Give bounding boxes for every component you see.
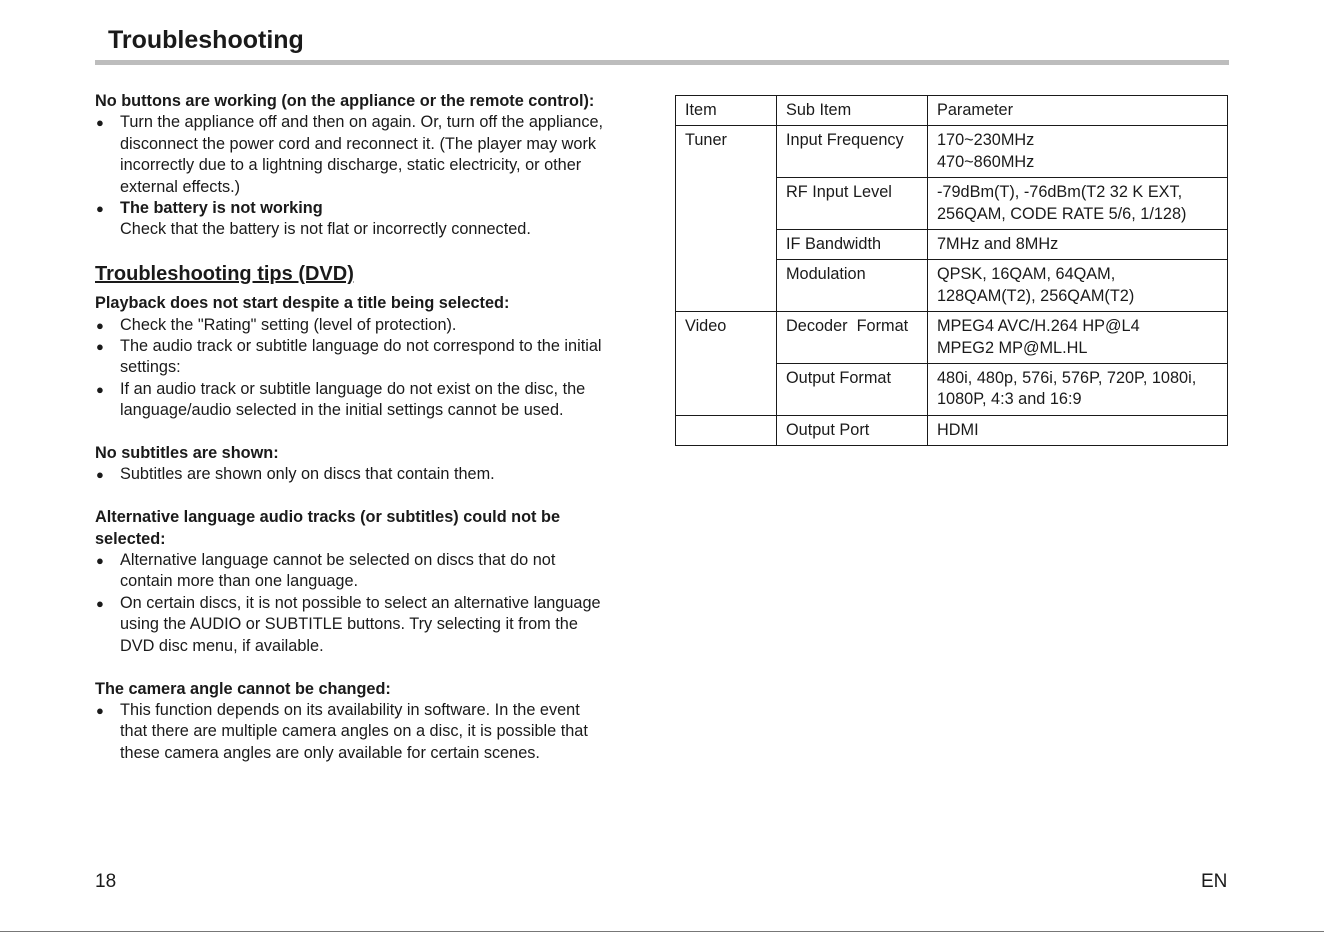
parameter-line: 1080P, 4:3 and 16:9 xyxy=(937,390,1082,409)
text-line: contain more than one language. xyxy=(120,572,359,591)
parameter-cell xyxy=(928,415,1228,445)
no-buttons-heading: No buttons are working (on the appliance or the remote control): xyxy=(95,92,595,110)
parameter-line: MPEG2 MP@ML.HL xyxy=(937,338,1088,357)
table-row xyxy=(676,126,1228,178)
text-line: If an audio track or subtitle language do not exist on the disc, the xyxy=(120,379,586,398)
troubleshooting-text-column xyxy=(95,91,655,786)
page-title: Troubleshooting xyxy=(108,26,304,54)
parameter-cell xyxy=(928,312,1228,364)
parameter-cell xyxy=(928,230,1228,260)
title-rule xyxy=(95,60,1229,65)
alt-language-section xyxy=(95,507,655,657)
item-cell: Video xyxy=(676,312,777,416)
heading-line: Alternative language audio tracks (or subtitles) could not be xyxy=(95,508,560,527)
text-line: Alternative language cannot be selected on discs that do not xyxy=(120,551,556,570)
text-line: incorrectly due to a lightning discharge, static electricity, or other xyxy=(120,156,582,175)
parameter-cell xyxy=(928,364,1228,416)
header-item: Item xyxy=(676,96,777,126)
table-header-row xyxy=(676,96,1228,126)
list-item xyxy=(95,700,655,764)
bullet-icon: ● xyxy=(96,201,104,217)
heading-line: selected: xyxy=(95,529,166,548)
no-buttons-list xyxy=(95,112,655,240)
list-item xyxy=(95,593,655,657)
parameter-line: 128QAM(T2), 256QAM(T2) xyxy=(937,286,1135,305)
text-line: Subtitles are shown only on discs that contain them. xyxy=(120,465,495,484)
camera-section xyxy=(95,679,655,765)
parameter-line: MPEG4 AVC/H.264 HP@L4 xyxy=(937,317,1140,336)
camera-heading: The camera angle cannot be changed: xyxy=(95,679,391,698)
parameter-line: 480i, 480p, 576i, 576P, 720P, 1080i, xyxy=(937,369,1197,388)
subtitles-heading: No subtitles are shown: xyxy=(95,444,279,463)
bullet-icon: ● xyxy=(96,702,104,718)
parameter-line: HDMI xyxy=(937,420,979,439)
list-item xyxy=(95,198,655,241)
page-number: 18 xyxy=(95,871,117,892)
header-sub-item: Sub Item xyxy=(777,96,928,126)
bullet-icon: ● xyxy=(96,595,104,611)
text-line: external effects.) xyxy=(120,177,241,196)
list-item xyxy=(95,336,655,379)
header-parameter: Parameter xyxy=(928,96,1228,126)
bullet-icon: ● xyxy=(96,339,104,355)
camera-list xyxy=(95,700,655,764)
bullet-text xyxy=(120,112,655,198)
item-cell: Tuner xyxy=(676,126,777,312)
text-line: Turn the appliance off and then on again. Or, turn off the appliance, xyxy=(120,113,604,132)
bullet-icon: ● xyxy=(96,553,104,569)
playback-heading: Playback does not start despite a title being selected: xyxy=(95,294,510,313)
sub-item-cell: RF Input Level xyxy=(777,178,928,230)
table-row xyxy=(676,312,1228,364)
sub-item-cell: Output Port xyxy=(777,415,928,445)
sub-item-cell: Input Frequency xyxy=(777,126,928,178)
text-line: This function depends on its availability in software. In the event xyxy=(120,700,580,719)
bullet-icon: ● xyxy=(96,381,104,397)
sub-item-cell: Output Format xyxy=(777,364,928,416)
list-item xyxy=(95,112,655,198)
sub-item-cell: Decoder Format xyxy=(777,312,928,364)
bullet-icon: ● xyxy=(96,115,104,131)
spec-table xyxy=(675,95,1228,446)
text-line: On certain discs, it is not possible to select an alternative language xyxy=(120,593,601,612)
parameter-line: 256QAM, CODE RATE 5/6, 1/128) xyxy=(937,204,1187,223)
alt-language-list xyxy=(95,550,655,657)
text-line: DVD disc menu, if available. xyxy=(120,636,324,655)
parameter-cell xyxy=(928,126,1228,178)
text-line: disconnect the power cord and reconnect it. (The player may work xyxy=(120,134,597,153)
parameter-cell xyxy=(928,260,1228,312)
tips-title: Troubleshooting tips (DVD) xyxy=(95,263,354,286)
subtitles-section xyxy=(95,443,655,486)
parameter-line: QPSK, 16QAM, 64QAM, xyxy=(937,265,1116,284)
text-line: these camera angles are only available for certain scenes. xyxy=(120,743,540,762)
table-row xyxy=(676,415,1228,445)
parameter-line: -79dBm(T), -76dBm(T2 32 K EXT, xyxy=(937,183,1183,202)
spec-table-container xyxy=(675,95,1228,446)
item-cell xyxy=(676,415,777,445)
parameter-line: 7MHz and 8MHz xyxy=(937,235,1059,254)
battery-text: Check that the battery is not flat or incorrectly connected. xyxy=(120,220,531,239)
language-label: EN xyxy=(1201,871,1228,892)
subtitles-list xyxy=(95,464,655,485)
parameter-cell xyxy=(928,178,1228,230)
text-line: The audio track or subtitle language do not correspond to the initial xyxy=(120,337,602,356)
list-item xyxy=(95,464,655,485)
text-line: that there are multiple camera angles on a disc, it is possible that xyxy=(120,722,588,741)
text-line: language/audio selected in the initial settings cannot be used. xyxy=(120,401,564,420)
list-item xyxy=(95,379,655,422)
text-line: using the AUDIO or SUBTITLE buttons. Try selecting it from the xyxy=(120,615,578,634)
bottom-rule xyxy=(0,931,1324,932)
parameter-line: 170~230MHz xyxy=(937,131,1035,150)
parameter-line: 470~860MHz xyxy=(937,152,1035,171)
list-item xyxy=(95,315,655,336)
bullet-icon: ● xyxy=(96,317,104,333)
playback-section xyxy=(95,293,655,421)
sub-item-cell: Modulation xyxy=(777,260,928,312)
battery-heading: The battery is not working xyxy=(120,199,323,218)
sub-item-cell: IF Bandwidth xyxy=(777,230,928,260)
text-line: settings: xyxy=(120,358,181,377)
list-item xyxy=(95,550,655,593)
bullet-icon: ● xyxy=(96,467,104,483)
no-buttons-section xyxy=(95,91,655,241)
playback-list xyxy=(95,315,655,422)
alt-language-heading xyxy=(95,507,655,550)
text-line: Check the "Rating" setting (level of protection). xyxy=(120,315,457,334)
